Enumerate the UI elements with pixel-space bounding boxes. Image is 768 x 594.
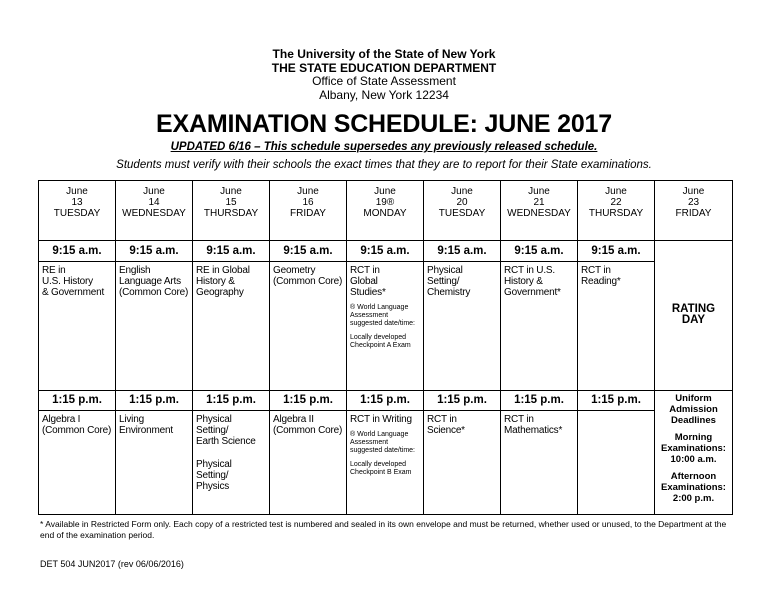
day-cell: June 16 FRIDAY bbox=[270, 181, 347, 241]
day-cell: June 15 THURSDAY bbox=[193, 181, 270, 241]
day-cell: June 14 WEDNESDAY bbox=[116, 181, 193, 241]
afternoon-exam-row bbox=[39, 411, 733, 515]
exam-cell: RCT in Writing ® World Language Assessment suggested date/time: Locally developed Checkpoint B Exam bbox=[347, 411, 424, 515]
world-language-note: ® World Language Assessment suggested date/time: bbox=[350, 303, 415, 327]
exam-cell: RE in U.S. History & Government bbox=[39, 261, 116, 390]
checkpoint-note: Locally developed Checkpoint B Exam bbox=[350, 461, 412, 477]
exam-cell: RCT in Mathematics* bbox=[501, 411, 578, 515]
exam-cell: RCT in Science* bbox=[424, 411, 501, 515]
time-cell: 9:15 a.m. bbox=[193, 241, 270, 262]
time-cell: 9:15 a.m. bbox=[116, 241, 193, 262]
exam-cell: RCT in U.S. History & Government* bbox=[501, 261, 578, 390]
checkpoint-note: Locally developed Checkpoint A Exam bbox=[350, 333, 411, 349]
time-cell: 9:15 a.m. bbox=[347, 241, 424, 262]
time-cell: 1:15 p.m. bbox=[116, 390, 193, 411]
page-title: EXAMINATION SCHEDULE: JUNE 2017 bbox=[156, 110, 612, 138]
uniform-deadlines-cell bbox=[655, 390, 733, 515]
time-cell: 9:15 a.m. bbox=[578, 241, 655, 262]
schedule-table bbox=[38, 180, 733, 515]
exam-cell bbox=[578, 411, 655, 515]
updated-notice: UPDATED 6/16 – This schedule supersedes any previously released schedule. bbox=[170, 141, 598, 153]
time-cell: 1:15 p.m. bbox=[424, 390, 501, 411]
exam-cell: RE in Global History & Geography bbox=[193, 261, 270, 390]
afternoon-deadline: Afternoon Examinations: 2:00 p.m. bbox=[661, 470, 726, 504]
exam-cell: Living Environment bbox=[116, 411, 193, 515]
exam-cell: English Language Arts (Common Core) bbox=[116, 261, 193, 390]
footnote: * Available in Restricted Form only. Each copy of a restricted test is numbered and sealed in its own envelope and must be returned, whether used or unused, to the Department at the end of the examination period. bbox=[40, 519, 727, 540]
morning-deadline: Morning Examinations: 10:00 a.m. bbox=[661, 431, 726, 465]
exam-cell: Algebra II (Common Core) bbox=[270, 411, 347, 515]
verify-notice: Students must verify with their schools the exact times that they are to report for their State examinations. bbox=[116, 159, 652, 171]
address: Albany, New York 12234 bbox=[319, 88, 449, 102]
time-cell: 1:15 p.m. bbox=[270, 390, 347, 411]
morning-time-row bbox=[39, 241, 733, 262]
exam-cell: RCT in Global Studies* ® World Language Assessment suggested date/time: Locally developed Checkpoint A Exam bbox=[347, 261, 424, 390]
day-cell: June 20 TUESDAY bbox=[424, 181, 501, 241]
rating-day-cell: RATING DAY bbox=[655, 241, 733, 390]
day-cell: June 23 FRIDAY bbox=[655, 181, 733, 241]
exam-cell: Physical Setting/ Earth Science Physical Setting/ Physics bbox=[193, 411, 270, 515]
office-name: Office of State Assessment bbox=[312, 74, 456, 88]
document-code: DET 504 JUN2017 (rev 06/06/2016) bbox=[40, 559, 184, 569]
exam-cell: Algebra I (Common Core) bbox=[39, 411, 116, 515]
day-cell: June 21 WEDNESDAY bbox=[501, 181, 578, 241]
time-cell: 1:15 p.m. bbox=[578, 390, 655, 411]
day-cell: June 22 THURSDAY bbox=[578, 181, 655, 241]
time-cell: 9:15 a.m. bbox=[270, 241, 347, 262]
university-name: The University of the State of New York bbox=[272, 47, 496, 61]
time-cell: 9:15 a.m. bbox=[39, 241, 116, 262]
exam-cell: Physical Setting/ Chemistry bbox=[424, 261, 501, 390]
uniform-title: Uniform Admission Deadlines bbox=[669, 392, 718, 426]
world-language-note: ® World Language Assessment suggested date/time: bbox=[350, 431, 415, 455]
time-cell: 1:15 p.m. bbox=[347, 390, 424, 411]
day-cell: June 19® MONDAY bbox=[347, 181, 424, 241]
time-cell: 1:15 p.m. bbox=[39, 390, 116, 411]
afternoon-time-row bbox=[39, 390, 733, 411]
time-cell: 1:15 p.m. bbox=[501, 390, 578, 411]
time-cell: 9:15 a.m. bbox=[424, 241, 501, 262]
time-cell: 1:15 p.m. bbox=[193, 390, 270, 411]
day-cell: June 13 TUESDAY bbox=[39, 181, 116, 241]
exam-cell: RCT in Reading* bbox=[578, 261, 655, 390]
morning-exam-row bbox=[39, 261, 733, 390]
exam-cell: Geometry (Common Core) bbox=[270, 261, 347, 390]
time-cell: 9:15 a.m. bbox=[501, 241, 578, 262]
day-header-row bbox=[39, 181, 733, 241]
physics-exam: Physical Setting/ Physics bbox=[196, 459, 232, 493]
department-name: THE STATE EDUCATION DEPARTMENT bbox=[271, 61, 497, 75]
